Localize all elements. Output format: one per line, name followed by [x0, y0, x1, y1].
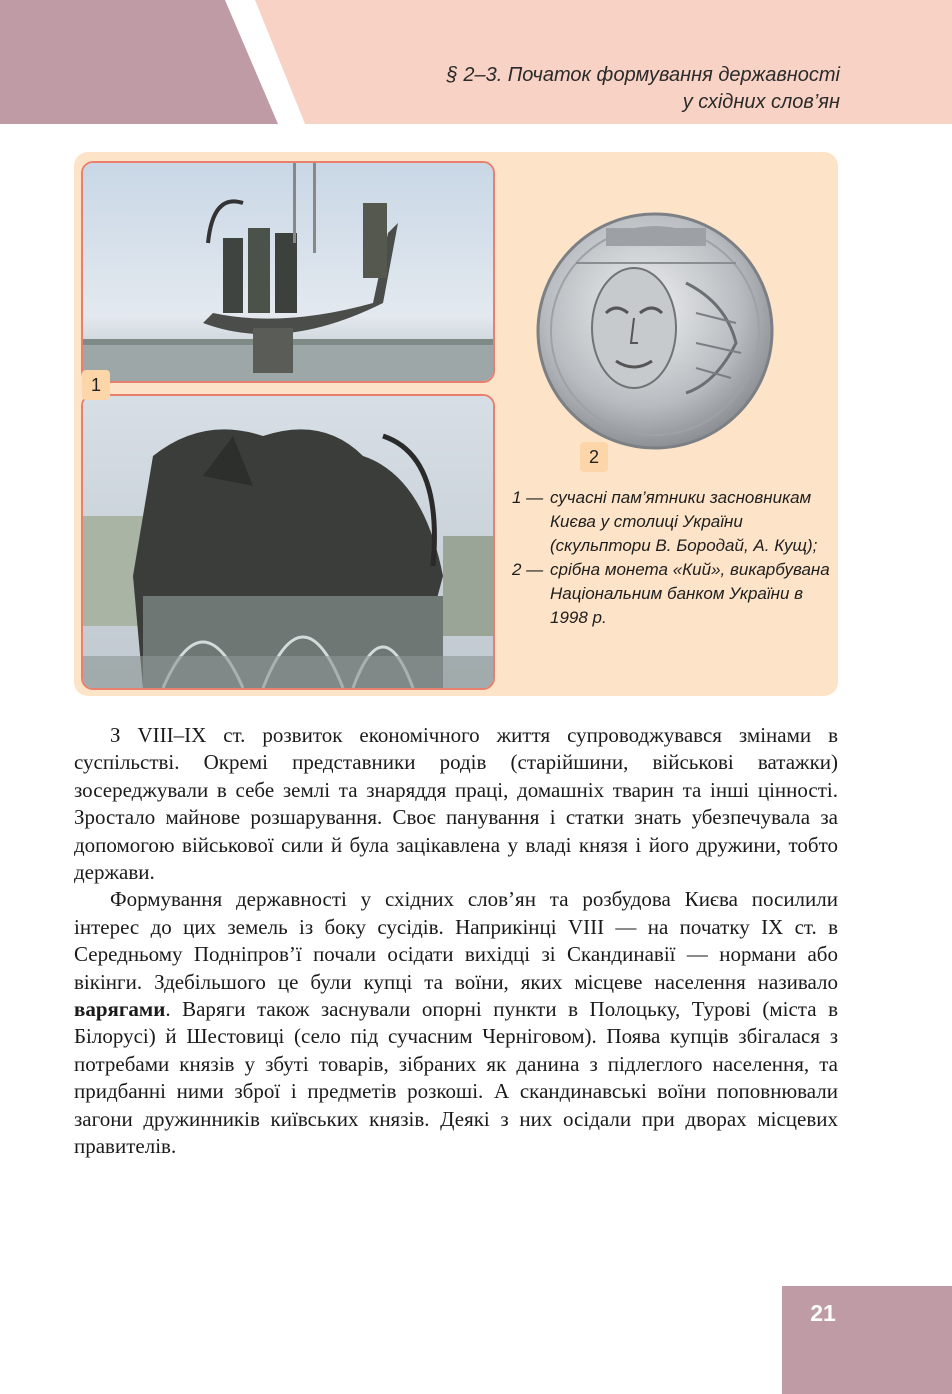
- caption-item-2-text: срібна монета «Кий», викарбувана Національним банком України в 1998 р.: [550, 560, 830, 627]
- term-varyagy: варягами: [74, 997, 166, 1022]
- paragraph-2: [74, 886, 838, 1160]
- figure-caption: [512, 486, 832, 630]
- monument-photo-bottom: [81, 394, 495, 690]
- figure-number-1: 1: [82, 370, 110, 400]
- body-text: [74, 722, 838, 1161]
- silver-coin-image: [536, 193, 774, 469]
- caption-item-2: [512, 558, 832, 630]
- caption-item-1-text: сучасні пам’ятники засновникам Києва у столиці України (скульптори В. Бородай, А. Кущ);: [550, 488, 818, 555]
- page-number-tab: [782, 1286, 952, 1394]
- section-title-line1: § 2–3. Початок формування державності: [446, 64, 840, 86]
- section-title-line2: у східних слов’ян: [682, 91, 840, 113]
- paragraph-2-end: . Варяги також заснували опорні пункти в Полоцьку, Турові (міста в Білорусі) й Шестовиці (село під сучасним Черніговом). Поява купців збігалася з потребами князів у збуті товарів, зібраних як данина з підлеглого населення, та придбанні ними зброї і предметів розкоші. А скандинавські воїни поповнювали загони дружинників київських князів. Деякі з них осідали при дворах місцевих правителів.: [74, 997, 838, 1159]
- paragraph-1: З VIII–IX ст. розвиток економічного життя супроводжувався змінами в суспільстві. Окремі представники родів (старійшини, військові ватажки) зосереджували в себе землі та знаряддя праці, домашніх тварин та інші цінності. Зростало майнове розшарування. Своє панування і статки знать убезпечувала за допомогою військової сили й була зацікавлена у владі князя і його дружини, тобто держави.: [74, 723, 838, 885]
- caption-item-1: [512, 486, 832, 558]
- page-number: 21: [810, 1300, 836, 1326]
- paragraph-2-start: Формування державності у східних слов’ян та розбудова Києва посилили інтерес до цих земель із боку сусідів. Наприкінці VIII — на початку IX ст. в Середньому Подніпров’ї почали осідати вихідці зі Скандинавії — нормани або вікінги. Здебільшого це були купці та воїни, яких місцеве населення називало: [74, 887, 838, 994]
- section-title: [447, 62, 840, 116]
- figure-number-2: 2: [580, 442, 608, 472]
- monument-photo-top: [81, 161, 495, 383]
- caption-item-2-number: 2 —: [512, 560, 544, 579]
- page-header: [0, 0, 952, 124]
- caption-item-1-number: 1 —: [512, 488, 544, 507]
